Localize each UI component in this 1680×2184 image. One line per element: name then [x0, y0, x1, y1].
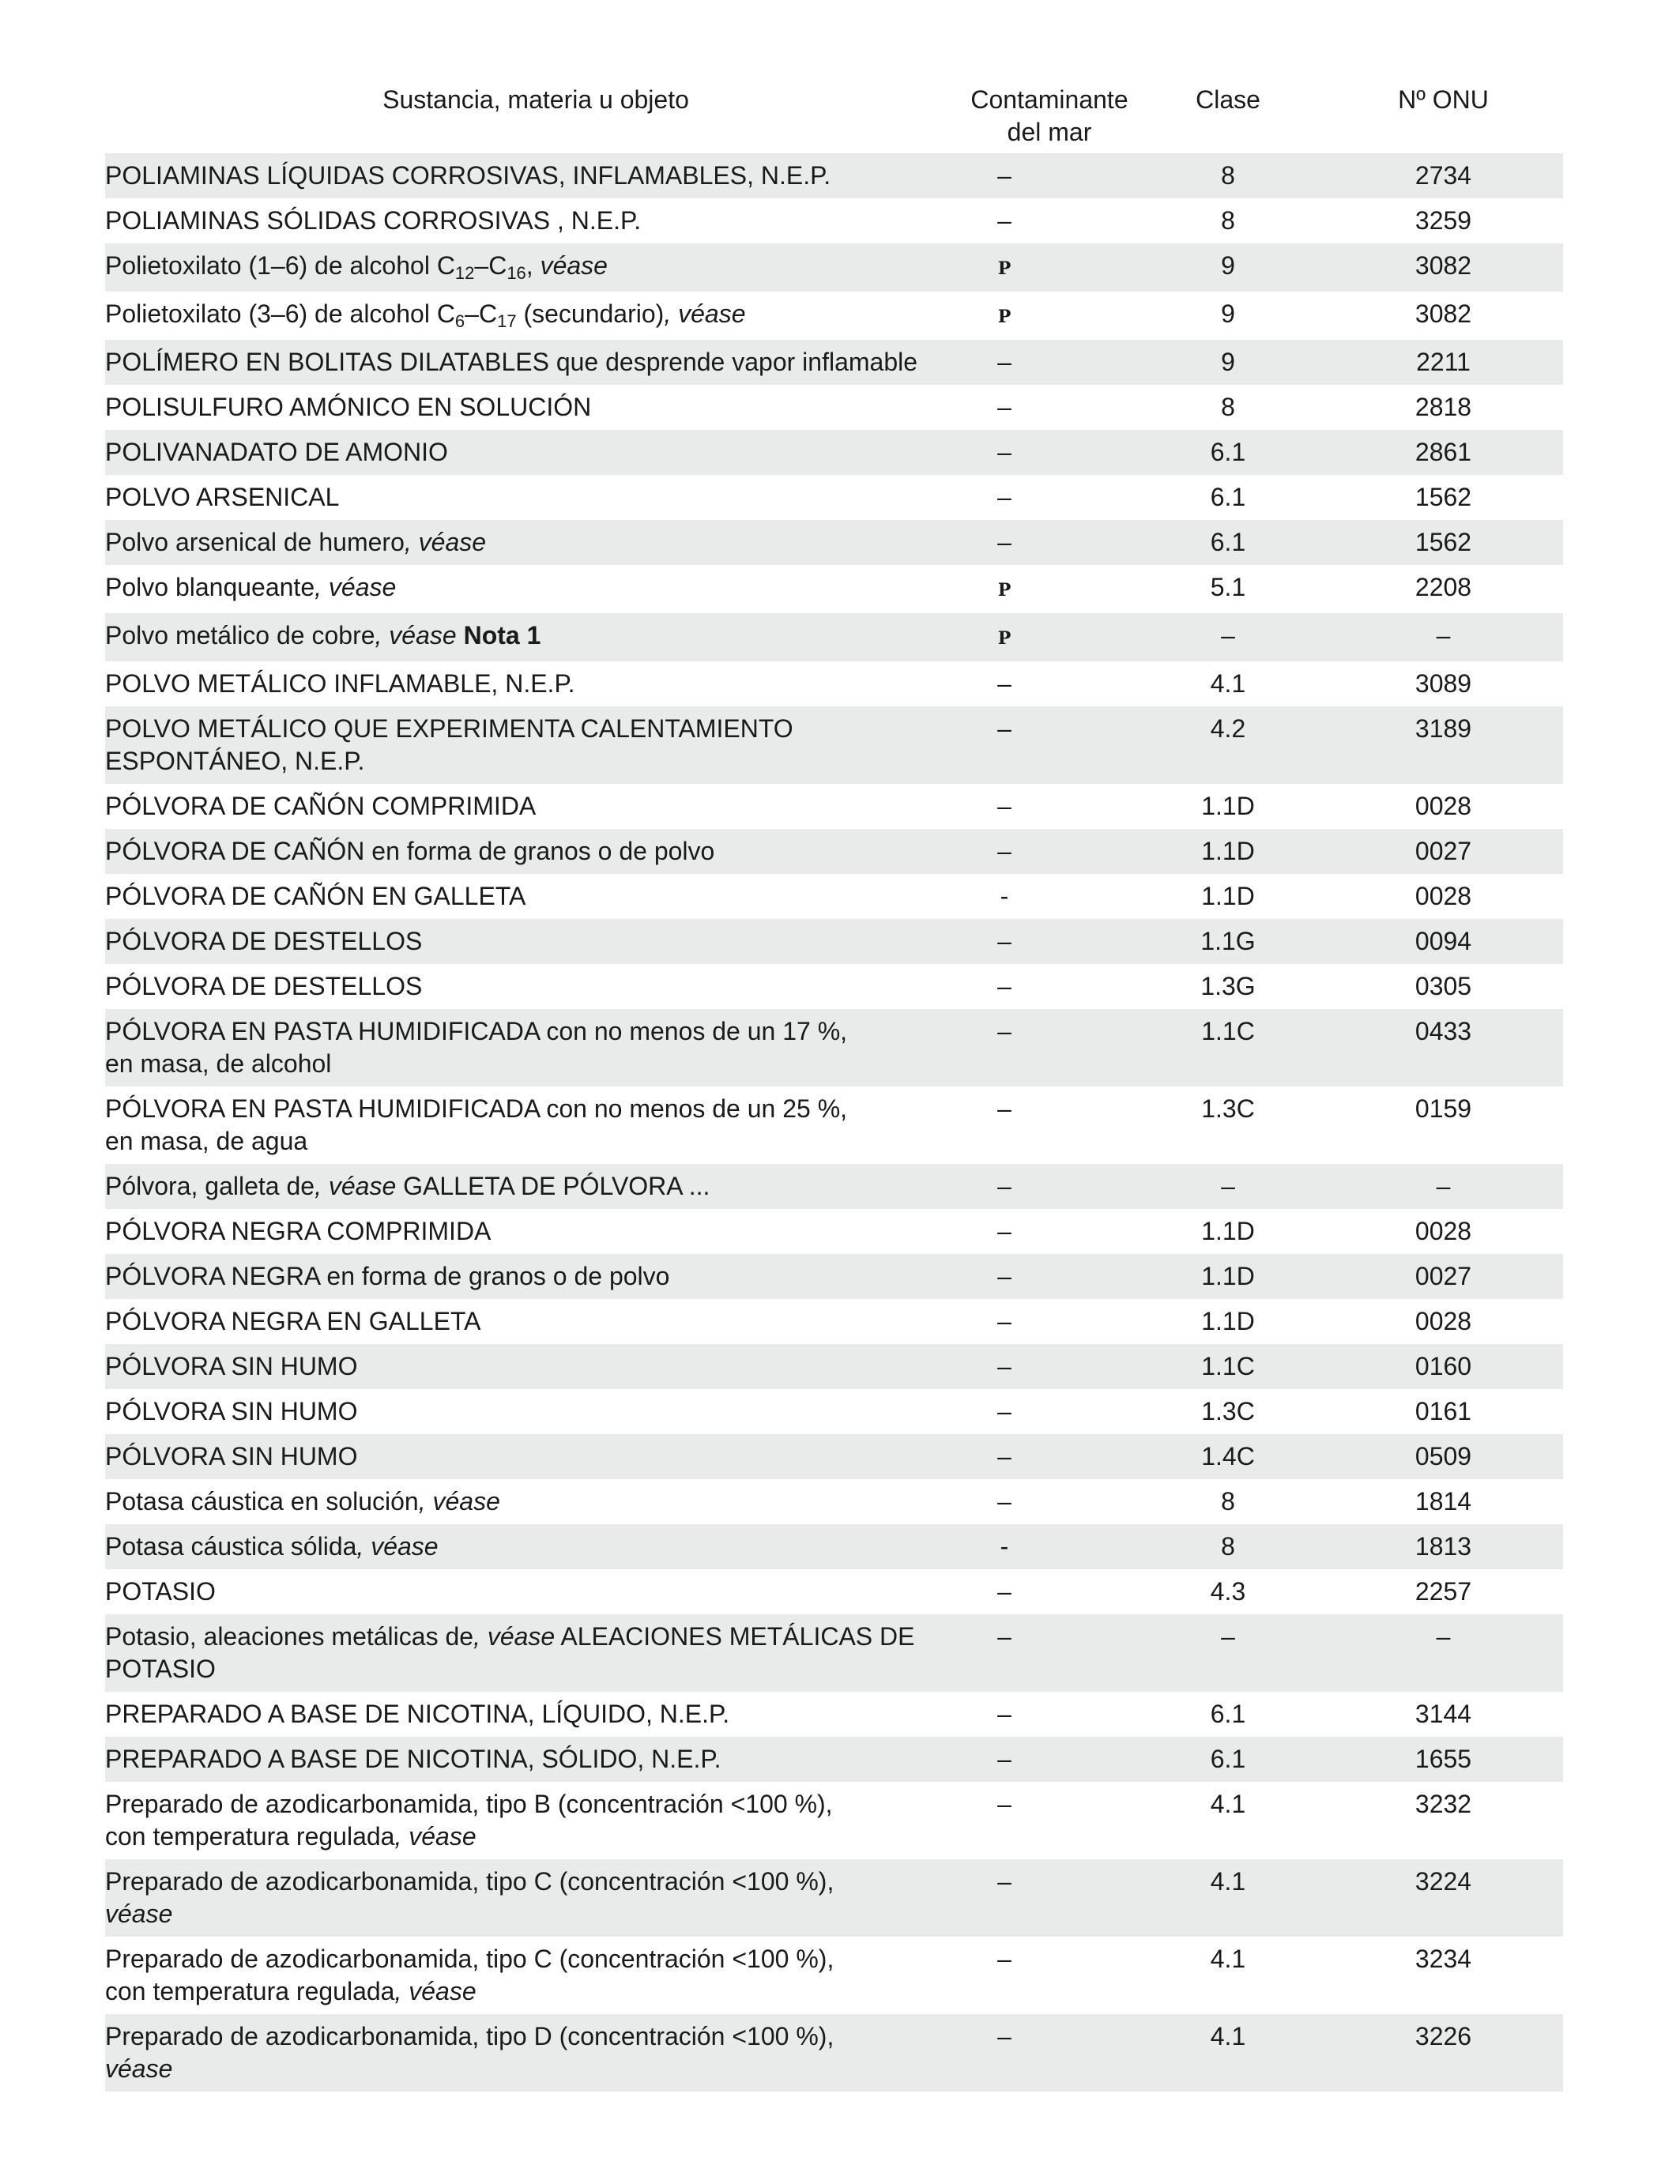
un-number-cell: 2818	[1324, 385, 1563, 430]
substance-name-line2: POTASIO	[105, 1655, 216, 1683]
substance-name-cell	[105, 1937, 966, 2014]
substance-name-cell	[105, 385, 966, 430]
header-un-number: Nº ONU	[1398, 85, 1489, 114]
substance-name: Polietoxilato (3–6) de alcohol C	[105, 299, 455, 328]
substance-name: POLÍMERO EN BOLITAS DILATABLES que desprende vapor inflamable	[105, 348, 918, 376]
substance-name: POLVO METÁLICO INFLAMABLE, N.E.P.	[105, 669, 575, 698]
substance-name: PÓLVORA DE CAÑÓN EN GALLETA	[105, 882, 526, 910]
class-cell: –	[1132, 1614, 1324, 1692]
see-reference: , véase	[315, 1172, 397, 1200]
un-number-cell: 2734	[1324, 153, 1563, 198]
substance-name-line2: con temperatura regulada	[105, 1977, 395, 2005]
see-reference: véase	[540, 251, 608, 280]
substance-name-cell	[105, 1086, 966, 1164]
un-number-cell: 1814	[1324, 1479, 1563, 1524]
un-number-cell: 3082	[1324, 292, 1563, 340]
marine-pollutant-cell	[966, 1569, 1132, 1614]
un-number-cell: 0159	[1324, 1086, 1563, 1164]
un-number-cell: 3189	[1324, 706, 1563, 784]
marine-pollutant-cell	[966, 1164, 1132, 1209]
un-number-cell: 1655	[1324, 1737, 1563, 1782]
class-cell: 4.1	[1132, 2014, 1324, 2092]
substance-name-part: (secundario)	[516, 299, 665, 328]
un-number-cell: 0028	[1324, 874, 1563, 919]
un-number-cell: 1562	[1324, 520, 1563, 565]
substance-name-cell	[105, 1479, 966, 1524]
substance-name-cell	[105, 1524, 966, 1569]
substance-name-cell	[105, 829, 966, 874]
marine-pollutant-dash: –	[997, 161, 1011, 190]
class-cell: 1.1D	[1132, 1299, 1324, 1344]
marine-pollutant-cell	[966, 1614, 1132, 1692]
marine-pollutant-dash: –	[997, 1017, 1011, 1045]
marine-pollutant-dash: –	[997, 1790, 1011, 1818]
class-cell: 4.1	[1132, 1782, 1324, 1859]
marine-pollutant-dash: –	[997, 972, 1011, 1000]
marine-pollutant-cell	[966, 706, 1132, 784]
marine-pollutant-dash: –	[997, 714, 1011, 743]
table-row	[105, 520, 1563, 565]
marine-pollutant-mark: P	[997, 628, 1011, 649]
un-number-cell: 0161	[1324, 1389, 1563, 1434]
substance-name-cell	[105, 1299, 966, 1344]
table-row	[105, 340, 1563, 385]
see-reference: , véase	[315, 573, 397, 601]
header-substance: Sustancia, materia u objeto	[382, 85, 689, 114]
marine-pollutant-dash: –	[997, 1487, 1011, 1516]
substance-name: PÓLVORA DE DESTELLOS	[105, 972, 423, 1000]
class-cell: 4.1	[1132, 1859, 1324, 1937]
see-reference: , véase	[394, 1822, 477, 1851]
marine-pollutant-dash: –	[997, 669, 1011, 698]
substance-name: POTASIO	[105, 1577, 216, 1606]
see-reference: , véase	[404, 528, 487, 556]
substance-name: PÓLVORA EN PASTA HUMIDIFICADA con no menos de un 17 %,	[105, 1017, 848, 1045]
marine-pollutant-cell	[966, 1524, 1132, 1569]
substance-name-line2: en masa, de alcohol	[105, 1049, 332, 1078]
marine-pollutant-dash: –	[997, 1217, 1011, 1245]
class-cell: 1.4C	[1132, 1434, 1324, 1479]
marine-pollutant-dash: –	[997, 393, 1011, 421]
marine-pollutant-mark: P	[997, 307, 1011, 327]
marine-pollutant-dash: –	[997, 1622, 1011, 1651]
class-cell: 4.2	[1132, 706, 1324, 784]
marine-pollutant-dash: –	[997, 2022, 1011, 2050]
header-marine-pollutant-line2: del mar	[1007, 118, 1092, 146]
un-number-cell: –	[1324, 1164, 1563, 1209]
table-row	[105, 1479, 1563, 1524]
marine-pollutant-dash: -	[1000, 1532, 1009, 1561]
table-row	[105, 292, 1563, 340]
substance-name: Polietoxilato (1–6) de alcohol C	[105, 251, 455, 280]
substance-name: Preparado de azodicarbonamida, tipo D (concentración <100 %),	[105, 2022, 834, 2050]
class-cell: 4.3	[1132, 1569, 1324, 1614]
un-number-cell: 0094	[1324, 919, 1563, 964]
header-marine-pollutant	[966, 76, 1132, 153]
table-header	[105, 76, 1563, 153]
table-row	[105, 1344, 1563, 1389]
substance-name-cell	[105, 784, 966, 829]
substance-name-cell	[105, 292, 966, 340]
substance-name-cell	[105, 706, 966, 784]
un-number-cell: 3224	[1324, 1859, 1563, 1937]
see-reference: , véase	[375, 621, 457, 650]
substance-name-cell	[105, 243, 966, 292]
class-cell: –	[1132, 1164, 1324, 1209]
marine-pollutant-cell	[966, 430, 1132, 475]
un-number-cell: 0305	[1324, 964, 1563, 1009]
marine-pollutant-cell	[966, 340, 1132, 385]
table-body	[105, 153, 1563, 2092]
substance-name-cell	[105, 520, 966, 565]
class-cell: 6.1	[1132, 1737, 1324, 1782]
class-cell: 1.1C	[1132, 1344, 1324, 1389]
un-number-cell: 3234	[1324, 1937, 1563, 2014]
class-cell: –	[1132, 613, 1324, 661]
class-cell: 8	[1132, 198, 1324, 243]
substance-name-cell	[105, 340, 966, 385]
table-row	[105, 1524, 1563, 1569]
substance-name: PÓLVORA NEGRA EN GALLETA	[105, 1307, 481, 1335]
see-reference: , véase	[418, 1487, 500, 1516]
marine-pollutant-cell	[966, 1209, 1132, 1254]
marine-pollutant-cell	[966, 613, 1132, 661]
un-number-cell: 2257	[1324, 1569, 1563, 1614]
header-class: Clase	[1196, 85, 1260, 114]
substance-name: PÓLVORA EN PASTA HUMIDIFICADA con no menos de un 25 %,	[105, 1094, 848, 1123]
class-cell: 8	[1132, 385, 1324, 430]
subscript: 12	[454, 263, 475, 283]
un-number-cell: 2211	[1324, 340, 1563, 385]
marine-pollutant-cell	[966, 1737, 1132, 1782]
substance-name-cell	[105, 153, 966, 198]
table-row	[105, 198, 1563, 243]
un-number-cell: 3259	[1324, 198, 1563, 243]
table-row	[105, 1299, 1563, 1344]
table-row	[105, 613, 1563, 661]
marine-pollutant-dash: –	[997, 1352, 1011, 1380]
class-cell: 4.1	[1132, 1937, 1324, 2014]
class-cell: 4.1	[1132, 661, 1324, 706]
un-number-cell: 0027	[1324, 829, 1563, 874]
un-number-cell: 0433	[1324, 1009, 1563, 1086]
un-number-cell: 3082	[1324, 243, 1563, 292]
substance-name: Potasio, aleaciones metálicas de	[105, 1622, 474, 1651]
marine-pollutant-dash: –	[997, 792, 1011, 820]
marine-pollutant-cell	[966, 829, 1132, 874]
table-row	[105, 1737, 1563, 1782]
marine-pollutant-dash: –	[997, 1945, 1011, 1973]
class-cell: 1.1D	[1132, 874, 1324, 919]
marine-pollutant-dash: –	[997, 1307, 1011, 1335]
marine-pollutant-cell	[966, 1254, 1132, 1299]
reference-target: GALLETA DE PÓLVORA ...	[396, 1172, 710, 1200]
substance-name-part: –C	[474, 251, 507, 280]
class-cell: 1.1D	[1132, 1209, 1324, 1254]
substance-name: Preparado de azodicarbonamida, tipo C (concentración <100 %),	[105, 1867, 834, 1896]
class-cell: 1.3C	[1132, 1086, 1324, 1164]
class-cell: 9	[1132, 340, 1324, 385]
marine-pollutant-cell	[966, 292, 1132, 340]
class-cell: 1.1D	[1132, 784, 1324, 829]
substance-name: PÓLVORA SIN HUMO	[105, 1352, 358, 1380]
table-row	[105, 1937, 1563, 2014]
substance-name: PÓLVORA NEGRA en forma de granos o de polvo	[105, 1262, 670, 1290]
un-number-cell: 2208	[1324, 565, 1563, 613]
substance-name-cell	[105, 1389, 966, 1434]
substance-name-cell	[105, 1344, 966, 1389]
substance-name-line2: con temperatura regulada	[105, 1822, 395, 1851]
substance-name-cell	[105, 1164, 966, 1209]
marine-pollutant-mark: P	[997, 580, 1011, 601]
un-number-cell: 1813	[1324, 1524, 1563, 1569]
table-row	[105, 1254, 1563, 1299]
substance-name-cell	[105, 661, 966, 706]
marine-pollutant-dash: –	[997, 483, 1011, 511]
subscript: 6	[454, 311, 465, 331]
marine-pollutant-cell	[966, 385, 1132, 430]
substance-name-cell	[105, 1569, 966, 1614]
substance-name-line2: ESPONTÁNEO, N.E.P.	[105, 747, 365, 775]
table-row	[105, 964, 1563, 1009]
substance-name: POLIAMINAS SÓLIDAS CORROSIVAS , N.E.P.	[105, 206, 642, 235]
marine-pollutant-cell	[966, 198, 1132, 243]
table-row	[105, 919, 1563, 964]
note-reference: Nota 1	[463, 621, 541, 650]
marine-pollutant-dash: –	[997, 1397, 1011, 1425]
substance-name: PREPARADO A BASE DE NICOTINA, LÍQUIDO, N.E.P.	[105, 1700, 730, 1728]
marine-pollutant-dash: –	[997, 438, 1011, 466]
class-cell: 1.1G	[1132, 919, 1324, 964]
table-row	[105, 829, 1563, 874]
substance-name-cell	[105, 565, 966, 613]
marine-pollutant-dash: –	[997, 1442, 1011, 1470]
substance-name: PREPARADO A BASE DE NICOTINA, SÓLIDO, N.E.P.	[105, 1745, 721, 1773]
header-marine-pollutant-line1: Contaminante	[970, 85, 1128, 114]
class-cell: 5.1	[1132, 565, 1324, 613]
marine-pollutant-cell	[966, 565, 1132, 613]
substance-name: Polvo blanqueante	[105, 573, 315, 601]
substance-name-cell	[105, 430, 966, 475]
class-cell: 6.1	[1132, 430, 1324, 475]
see-reference: , véase	[356, 1532, 439, 1561]
marine-pollutant-mark: P	[997, 258, 1011, 279]
substance-name-cell	[105, 613, 966, 661]
marine-pollutant-cell	[966, 2014, 1132, 2092]
substance-name-cell	[105, 1692, 966, 1737]
marine-pollutant-cell	[966, 1389, 1132, 1434]
table-row	[105, 1434, 1563, 1479]
marine-pollutant-dash: –	[997, 1745, 1011, 1773]
table-row	[105, 1164, 1563, 1209]
un-number-cell: 0028	[1324, 1299, 1563, 1344]
marine-pollutant-cell	[966, 1479, 1132, 1524]
un-number-cell: 3089	[1324, 661, 1563, 706]
marine-pollutant-cell	[966, 1086, 1132, 1164]
table-row	[105, 153, 1563, 198]
substance-name: Pólvora, galleta de	[105, 1172, 315, 1200]
un-number-cell: –	[1324, 1614, 1563, 1692]
substance-name-cell	[105, 1782, 966, 1859]
table-row	[105, 874, 1563, 919]
marine-pollutant-cell	[966, 153, 1132, 198]
class-cell: 8	[1132, 153, 1324, 198]
substance-name-cell	[105, 1737, 966, 1782]
substance-name: PÓLVORA DE DESTELLOS	[105, 927, 423, 955]
dangerous-goods-table	[105, 76, 1563, 2092]
un-number-cell: 1562	[1324, 475, 1563, 520]
un-number-cell: 0028	[1324, 784, 1563, 829]
see-reference: véase	[105, 2054, 173, 2083]
marine-pollutant-dash: –	[997, 1172, 1011, 1200]
class-cell: 9	[1132, 292, 1324, 340]
substance-name-part: –C	[465, 299, 498, 328]
substance-name-cell	[105, 1209, 966, 1254]
marine-pollutant-cell	[966, 1434, 1132, 1479]
table-row	[105, 565, 1563, 613]
see-reference: , véase	[664, 299, 746, 328]
un-number-cell: 0160	[1324, 1344, 1563, 1389]
marine-pollutant-cell	[966, 964, 1132, 1009]
substance-name: PÓLVORA DE CAÑÓN en forma de granos o de polvo	[105, 837, 715, 865]
class-cell: 6.1	[1132, 520, 1324, 565]
marine-pollutant-cell	[966, 1859, 1132, 1937]
class-cell: 1.3C	[1132, 1389, 1324, 1434]
table-row	[105, 706, 1563, 784]
un-number-cell: 0027	[1324, 1254, 1563, 1299]
table-row	[105, 661, 1563, 706]
marine-pollutant-cell	[966, 919, 1132, 964]
marine-pollutant-cell	[966, 243, 1132, 292]
marine-pollutant-dash: –	[997, 348, 1011, 376]
table-row	[105, 430, 1563, 475]
class-cell: 8	[1132, 1479, 1324, 1524]
un-number-cell: 0028	[1324, 1209, 1563, 1254]
marine-pollutant-dash: -	[1000, 882, 1009, 910]
table-row	[105, 1009, 1563, 1086]
un-number-cell: 3144	[1324, 1692, 1563, 1737]
marine-pollutant-cell	[966, 475, 1132, 520]
substance-name-cell	[105, 1614, 966, 1692]
see-reference: , véase	[394, 1977, 477, 2005]
class-cell: 1.3G	[1132, 964, 1324, 1009]
marine-pollutant-dash: –	[997, 1577, 1011, 1606]
un-number-cell: 3232	[1324, 1782, 1563, 1859]
substance-name: POLVO ARSENICAL	[105, 483, 340, 511]
substance-name: Polvo arsenical de humero	[105, 528, 405, 556]
table-row	[105, 475, 1563, 520]
table-row	[105, 1859, 1563, 1937]
table-row	[105, 1209, 1563, 1254]
table-row	[105, 2014, 1563, 2092]
marine-pollutant-cell	[966, 1782, 1132, 1859]
marine-pollutant-cell	[966, 1692, 1132, 1737]
marine-pollutant-dash: –	[997, 1094, 1011, 1123]
marine-pollutant-cell	[966, 1009, 1132, 1086]
un-number-cell: 2861	[1324, 430, 1563, 475]
substance-name: Potasa cáustica sólida	[105, 1532, 357, 1561]
class-cell: 9	[1132, 243, 1324, 292]
marine-pollutant-dash: –	[997, 528, 1011, 556]
marine-pollutant-cell	[966, 1344, 1132, 1389]
table-row	[105, 1086, 1563, 1164]
substance-name: Polvo metálico de cobre	[105, 621, 375, 650]
substance-name-cell	[105, 1434, 966, 1479]
table-row	[105, 1692, 1563, 1737]
marine-pollutant-dash: –	[997, 837, 1011, 865]
substance-name: PÓLVORA NEGRA COMPRIMIDA	[105, 1217, 492, 1245]
marine-pollutant-dash: –	[997, 206, 1011, 235]
substance-name: POLISULFURO AMÓNICO EN SOLUCIÓN	[105, 393, 592, 421]
substance-name: Preparado de azodicarbonamida, tipo B (concentración <100 %),	[105, 1790, 833, 1818]
subscript: 17	[497, 311, 517, 331]
substance-name-cell	[105, 1254, 966, 1299]
class-cell: 6.1	[1132, 475, 1324, 520]
subscript: 16	[507, 263, 526, 283]
table-row	[105, 385, 1563, 430]
table-row	[105, 243, 1563, 292]
class-cell: 1.1D	[1132, 829, 1324, 874]
table-row	[105, 1569, 1563, 1614]
table-row	[105, 1389, 1563, 1434]
marine-pollutant-dash: –	[997, 1700, 1011, 1728]
see-reference: , véase	[473, 1622, 556, 1651]
substance-name-cell	[105, 964, 966, 1009]
table-row	[105, 1782, 1563, 1859]
substance-name-cell	[105, 874, 966, 919]
table-row	[105, 784, 1563, 829]
marine-pollutant-cell	[966, 1299, 1132, 1344]
substance-name-cell	[105, 2014, 966, 2092]
substance-name-cell	[105, 1009, 966, 1086]
marine-pollutant-cell	[966, 874, 1132, 919]
substance-name: POLVO METÁLICO QUE EXPERIMENTA CALENTAMIENTO	[105, 714, 793, 743]
substance-name-part: ,	[525, 251, 541, 280]
marine-pollutant-cell	[966, 784, 1132, 829]
substance-name-cell	[105, 475, 966, 520]
substance-name-cell	[105, 1859, 966, 1937]
substance-name-cell	[105, 919, 966, 964]
substance-name: POLIVANADATO DE AMONIO	[105, 438, 448, 466]
class-cell: 8	[1132, 1524, 1324, 1569]
reference-target: ALEACIONES METÁLICAS DE	[555, 1622, 915, 1651]
substance-name: PÓLVORA SIN HUMO	[105, 1397, 358, 1425]
table-row	[105, 1614, 1563, 1692]
marine-pollutant-cell	[966, 1937, 1132, 2014]
substance-name-cell	[105, 198, 966, 243]
marine-pollutant-cell	[966, 520, 1132, 565]
substance-name: PÓLVORA DE CAÑÓN COMPRIMIDA	[105, 792, 537, 820]
marine-pollutant-dash: –	[997, 1867, 1011, 1896]
class-cell: 1.1C	[1132, 1009, 1324, 1086]
see-reference: véase	[105, 1900, 173, 1928]
marine-pollutant-dash: –	[997, 1262, 1011, 1290]
substance-name: Preparado de azodicarbonamida, tipo C (concentración <100 %),	[105, 1945, 834, 1973]
class-cell: 6.1	[1132, 1692, 1324, 1737]
un-number-cell: –	[1324, 613, 1563, 661]
marine-pollutant-cell	[966, 661, 1132, 706]
substance-name: Potasa cáustica en solución	[105, 1487, 419, 1516]
un-number-cell: 0509	[1324, 1434, 1563, 1479]
marine-pollutant-dash: –	[997, 927, 1011, 955]
substance-name: PÓLVORA SIN HUMO	[105, 1442, 358, 1470]
substance-name: POLIAMINAS LÍQUIDAS CORROSIVAS, INFLAMABLES, N.E.P.	[105, 161, 831, 190]
substance-name-line2: en masa, de agua	[105, 1127, 308, 1155]
class-cell: 1.1D	[1132, 1254, 1324, 1299]
un-number-cell: 3226	[1324, 2014, 1563, 2092]
